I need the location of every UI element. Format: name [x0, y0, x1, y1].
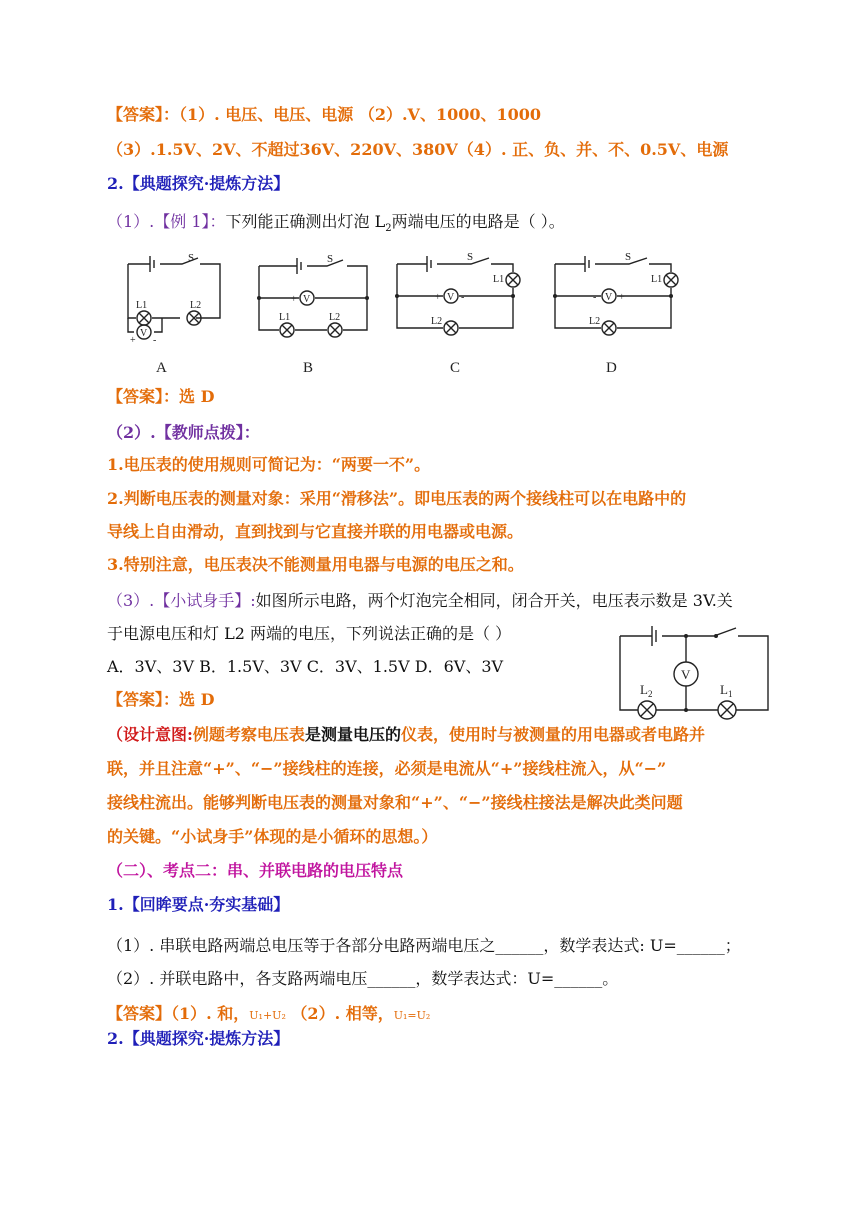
design-p2: 例题考察电压表	[192, 725, 305, 744]
try-answer: 【答案】：选 D	[107, 690, 215, 709]
answer-2	[107, 1003, 430, 1027]
circuit-d-label: D	[606, 360, 617, 376]
circuit-b-voltmeter-label: V	[303, 294, 311, 305]
design-intent-line-2: 联，并且注意“+”、“−”接线柱的连接，必须是电流从“+”接线柱流入，从“−”	[107, 759, 667, 778]
circuit-d-l1-label: L1	[651, 274, 663, 285]
circuit-diagram-b	[255, 250, 373, 340]
try-question-line-2: 于电源电压和灯 L2 两端的电压，下列说法正确的是（ ）	[107, 624, 512, 643]
review-heading: 1.【回眸要点·夯实基础】	[107, 895, 290, 914]
circuit-b-l1-label: L1	[279, 312, 291, 323]
try-label: （3）.【小试身手】:	[107, 591, 256, 610]
tip-2-line-2: 导线上自由滑动，直到找到与它直接并联的用电器或电源。	[107, 522, 524, 541]
example-1-label: （1）.【例 1】：	[107, 212, 226, 231]
example-1-text: 下列能正确测出灯泡 L	[225, 212, 386, 231]
teacher-tip-heading: （2）.【教师点拨】：	[107, 423, 260, 442]
example-1-text-2: 两端电压的电路是（ ）。	[391, 212, 565, 231]
review-item-1: （1）. 串联电路两端总电压等于各部分电路两端电压之______，数学表达式: U=______；	[107, 936, 741, 955]
circuit-d-switch-label: S	[625, 251, 632, 263]
circuit-b-label: B	[303, 360, 314, 376]
circuit-a-minus: -	[153, 335, 157, 346]
try-options: A．3V、3V B．1.5V、3V C．3V、1.5V D．6V、3V	[107, 657, 504, 676]
try-voltmeter-label: V	[681, 667, 691, 682]
try-circuit-diagram	[618, 622, 770, 724]
tip-3: 3.特别注意，电压表决不能测量用电器与电源的电压之和。	[107, 555, 524, 574]
circuit-b-plus: +	[291, 294, 297, 305]
circuit-c-l1-label: L1	[493, 274, 505, 285]
circuit-diagram-d	[551, 250, 683, 340]
try-text-1: 如图所示电路，两个灯泡完全相同，闭合开关，电压表示数是 3V.关	[255, 591, 733, 610]
circuit-d-plus: +	[619, 292, 625, 303]
answer-line-2: （3）.1.5V、2V、不超过36V、220V、380V（4）. 正、负、并、不、0.5V、电源	[107, 140, 729, 159]
circuit-c-minus: -	[461, 292, 465, 303]
key-point-2-heading: （二）、考点二：串、并联电路的电压特点	[107, 861, 404, 880]
design-intent-line-1	[107, 724, 705, 746]
example-1-sub: 2	[385, 223, 392, 235]
circuit-b-switch-label: S	[327, 253, 334, 265]
circuit-c-plus: +	[435, 292, 441, 303]
answer-2-formula-1: U₁+U₂	[249, 1009, 286, 1022]
tip-2-line-1: 2.判断电压表的测量对象：采用“滑移法”。即电压表的两个接线柱可以在电路中的	[107, 489, 687, 508]
circuit-a-plus: +	[130, 335, 136, 346]
section-heading-example: 2.【典题探究·提炼方法】	[107, 174, 290, 193]
circuit-diagram-c	[393, 250, 525, 340]
answer-2-part-1: 【答案】（1）. 和，	[107, 1004, 250, 1023]
circuit-b-l2-label: L2	[329, 312, 341, 323]
circuit-a-label: A	[156, 360, 167, 376]
try-l1-label: $L_1$	[720, 682, 733, 699]
example-1-answer: 【答案】：选 D	[107, 387, 215, 406]
circuit-d-l2-label: L2	[589, 316, 601, 327]
section-heading-example-2: 2.【典题探究·提炼方法】	[107, 1029, 290, 1048]
circuit-a-voltmeter-label: V	[140, 328, 148, 339]
example-1-question	[107, 211, 565, 240]
circuit-a-l2-label: L2	[190, 300, 202, 311]
circuit-diagram-a	[120, 250, 230, 345]
answer-2-part-2: （2）. 相等，	[285, 1004, 394, 1023]
try-l2-label: $L_2$	[640, 682, 653, 699]
try-question-line-1	[107, 590, 733, 612]
design-p3: 是测量电压的	[304, 725, 401, 744]
design-intent-line-4: 的关键。“小试身手”体现的是小循环的思想。）	[107, 827, 438, 846]
circuit-c-l2-label: L2	[431, 316, 443, 327]
circuit-c-switch-label: S	[467, 251, 474, 263]
design-intent-line-3: 接线柱流出。能够判断电压表的测量对象和“+”、“−”接线柱接法是解决此类问题	[107, 793, 683, 812]
circuit-a-switch-label: S	[188, 252, 195, 264]
circuit-d-voltmeter-label: V	[605, 292, 613, 303]
answer-2-formula-2: U₁=U₂	[393, 1009, 431, 1022]
circuit-c-label: C	[450, 360, 461, 376]
circuit-d-minus: -	[593, 292, 597, 303]
circuit-c-voltmeter-label: V	[447, 292, 455, 303]
answer-line-1: 【答案】：（1）. 电压、电压、电源 （2）.V、1000、1000	[107, 105, 542, 124]
circuit-a-l1-label: L1	[136, 300, 148, 311]
tip-1: 1.电压表的使用规则可简记为：“两要一不”。	[107, 455, 431, 474]
review-item-2: （2）. 并联电路中，各支路两端电压______，数学表达式：U=______。	[107, 969, 619, 988]
design-p4: 仪表，使用时与被测量的用电器或者电路并	[400, 725, 705, 744]
design-p1: （设计意图:	[107, 725, 193, 744]
